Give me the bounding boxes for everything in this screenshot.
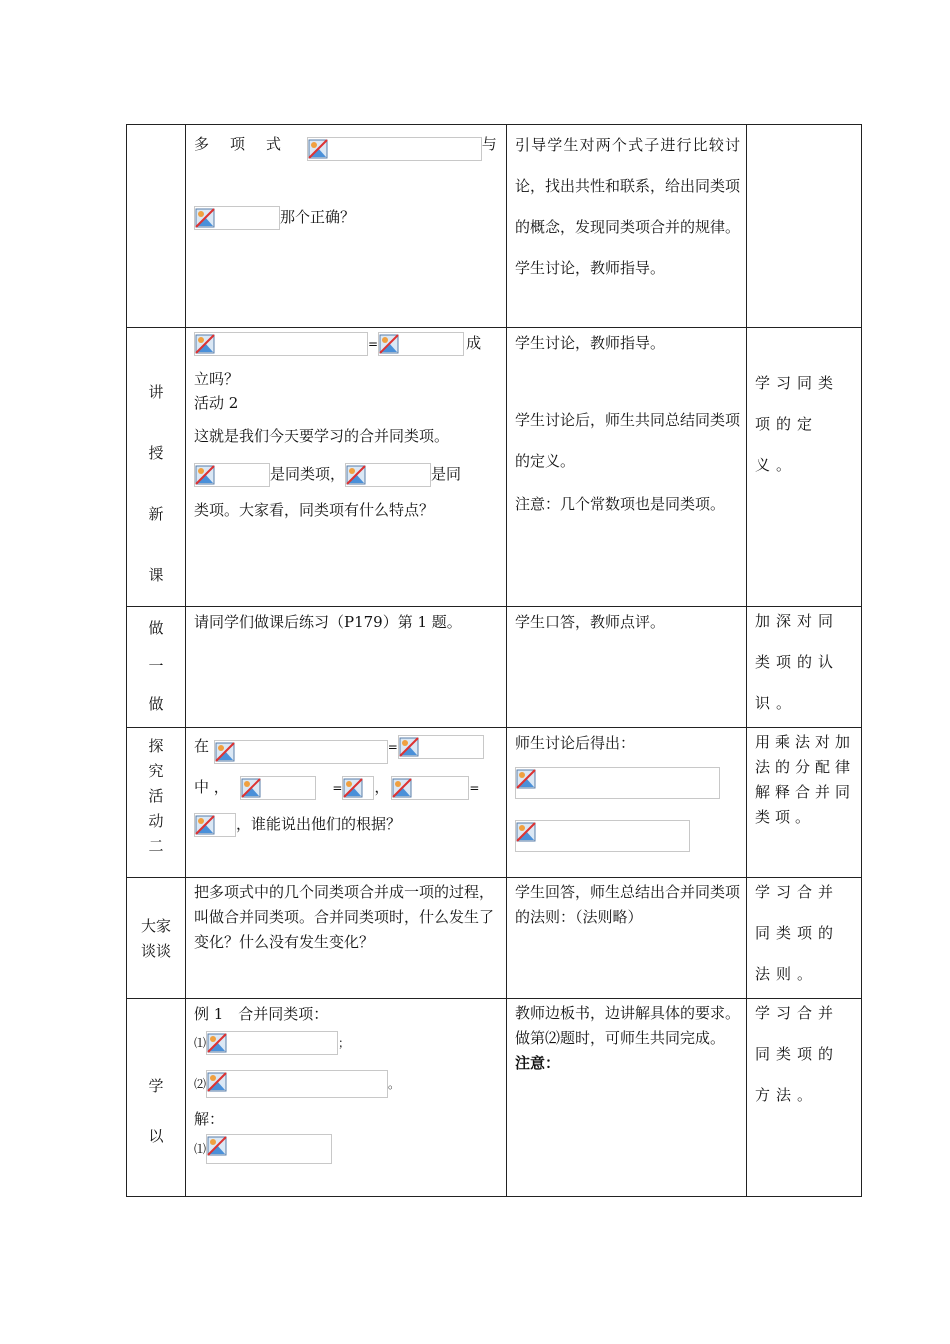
formula-image-icon xyxy=(194,463,270,487)
row-label xyxy=(127,878,186,999)
table-row xyxy=(127,999,862,1197)
purpose-cell xyxy=(747,125,862,328)
content-cell xyxy=(186,328,507,607)
text: 是同类项， xyxy=(270,465,346,483)
text: 学生讨论后，师生共同总结同类项的定义。 xyxy=(515,411,741,470)
content-cell xyxy=(186,878,507,999)
formula-image-icon xyxy=(307,137,482,161)
teacher-activity-cell xyxy=(507,125,747,328)
table-row xyxy=(127,328,862,607)
text: 教师边板书，边讲解具体的要求。 xyxy=(515,1004,741,1022)
formula-image-icon xyxy=(398,735,484,759)
text: = xyxy=(368,337,379,351)
lesson-plan-table xyxy=(126,124,862,1197)
text: 用乘法对加法的分配律解释合并同类项。 xyxy=(755,733,856,826)
formula-image-icon xyxy=(345,463,431,487)
text: ⑴ xyxy=(194,1036,207,1050)
text: ，谁能说出他们的根据？ xyxy=(236,815,402,833)
text: = xyxy=(469,781,480,795)
text: 在 xyxy=(194,737,210,755)
text: 把多项式中的几个同类项合并成一项的过程，叫做合并同类项。合并同类项时，什么发生了变化？什么没有发生变化？ xyxy=(194,883,495,951)
text: ， xyxy=(374,778,390,796)
row-label xyxy=(127,607,186,728)
text: 是同 xyxy=(431,465,462,483)
text: ⑵ xyxy=(194,1077,207,1091)
text: 引导学生对两个式子进行比较讨论，找出共性和联系，给出同类项的概念，发现同类项合并的规律。学生讨论，教师指导。 xyxy=(515,136,741,277)
text: 注意：几个常数项也是同类项。 xyxy=(515,495,726,513)
row-label xyxy=(127,728,186,878)
text: ⑴ xyxy=(194,1142,207,1156)
table-row xyxy=(127,878,862,999)
text: 学生口答，教师点评。 xyxy=(515,613,666,631)
text: 。 xyxy=(388,1077,401,1091)
row-label xyxy=(127,328,186,607)
text: 例 1 合并同类项： xyxy=(194,1005,329,1023)
label-char: 授 xyxy=(148,444,164,462)
formula-image-icon xyxy=(194,206,280,230)
purpose-cell xyxy=(747,878,862,999)
purpose-cell xyxy=(747,728,862,878)
text: 类项。大家看，同类项有什么特点？ xyxy=(194,501,435,519)
text: 这就是我们今天要学习的合并同类项。 xyxy=(194,427,450,445)
label-char: 学 xyxy=(148,1077,164,1095)
text: 请同学们做课后练习（P179）第 1 题。 xyxy=(194,613,462,631)
row-label xyxy=(127,125,186,328)
purpose-cell xyxy=(747,607,862,728)
label-char: 活 xyxy=(148,787,164,805)
text: 加深对同类项的认识。 xyxy=(755,612,840,712)
text: 那个正确？ xyxy=(280,208,356,226)
label-char: 课 xyxy=(148,566,164,584)
text: 学习合并同类项的法则。 xyxy=(755,883,840,983)
text: 做第⑵题时，可师生共同完成。 xyxy=(515,1029,726,1047)
label-char: 做 xyxy=(148,619,164,637)
text: 学习合并同类项的方法。 xyxy=(755,1004,840,1104)
text: 多 项 式 xyxy=(194,135,285,153)
text: 与 xyxy=(481,135,497,153)
text: 解： xyxy=(194,1110,225,1128)
label-char: 讲 xyxy=(148,383,164,401)
content-cell xyxy=(186,607,507,728)
formula-image-icon xyxy=(194,813,236,837)
table-row xyxy=(127,728,862,878)
formula-image-icon xyxy=(194,332,368,356)
content-cell xyxy=(186,125,507,328)
formula-image-icon xyxy=(206,1134,332,1164)
label-char: 二 xyxy=(148,837,164,855)
formula-image-icon xyxy=(342,776,374,800)
teacher-activity-cell xyxy=(507,878,747,999)
text: 学生回答，师生总结出合并同类项的法则：（法则略） xyxy=(515,883,741,926)
content-cell xyxy=(186,728,507,878)
formula-image-icon xyxy=(240,776,316,800)
text: 活动 2 xyxy=(194,394,239,412)
formula-image-icon xyxy=(515,767,720,799)
content-cell xyxy=(186,999,507,1197)
formula-image-icon xyxy=(206,1031,338,1055)
formula-image-icon xyxy=(206,1070,388,1098)
text: 注意： xyxy=(515,1054,561,1072)
text: ； xyxy=(338,1036,351,1050)
teacher-activity-cell xyxy=(507,607,747,728)
formula-image-icon xyxy=(378,332,464,356)
teacher-activity-cell xyxy=(507,728,747,878)
label-char: 一 xyxy=(148,657,164,675)
text: 立吗？ xyxy=(194,370,240,388)
text: 师生讨论后得出： xyxy=(515,734,636,752)
purpose-cell xyxy=(747,999,862,1197)
purpose-cell xyxy=(747,328,862,607)
text: 学习同类项的定义。 xyxy=(755,374,840,474)
teacher-activity-cell xyxy=(507,999,747,1197)
text: = xyxy=(387,740,398,754)
formula-image-icon xyxy=(391,776,469,800)
label-char: 究 xyxy=(148,762,164,780)
label-char: 做 xyxy=(148,695,164,713)
text: 成 xyxy=(466,334,482,352)
text: 学生讨论，教师指导。 xyxy=(515,334,666,352)
table-row xyxy=(127,607,862,728)
label-text: 大家谈谈 xyxy=(140,917,171,960)
text: 中 ， xyxy=(194,778,229,796)
formula-image-icon xyxy=(515,820,690,852)
text: = xyxy=(332,781,343,795)
label-char: 探 xyxy=(148,737,164,755)
label-char: 新 xyxy=(148,505,164,523)
formula-image-icon xyxy=(214,740,388,764)
teacher-activity-cell xyxy=(507,328,747,607)
label-char: 动 xyxy=(148,812,164,830)
label-char: 以 xyxy=(148,1127,164,1145)
row-label xyxy=(127,999,186,1197)
table-row xyxy=(127,125,862,328)
